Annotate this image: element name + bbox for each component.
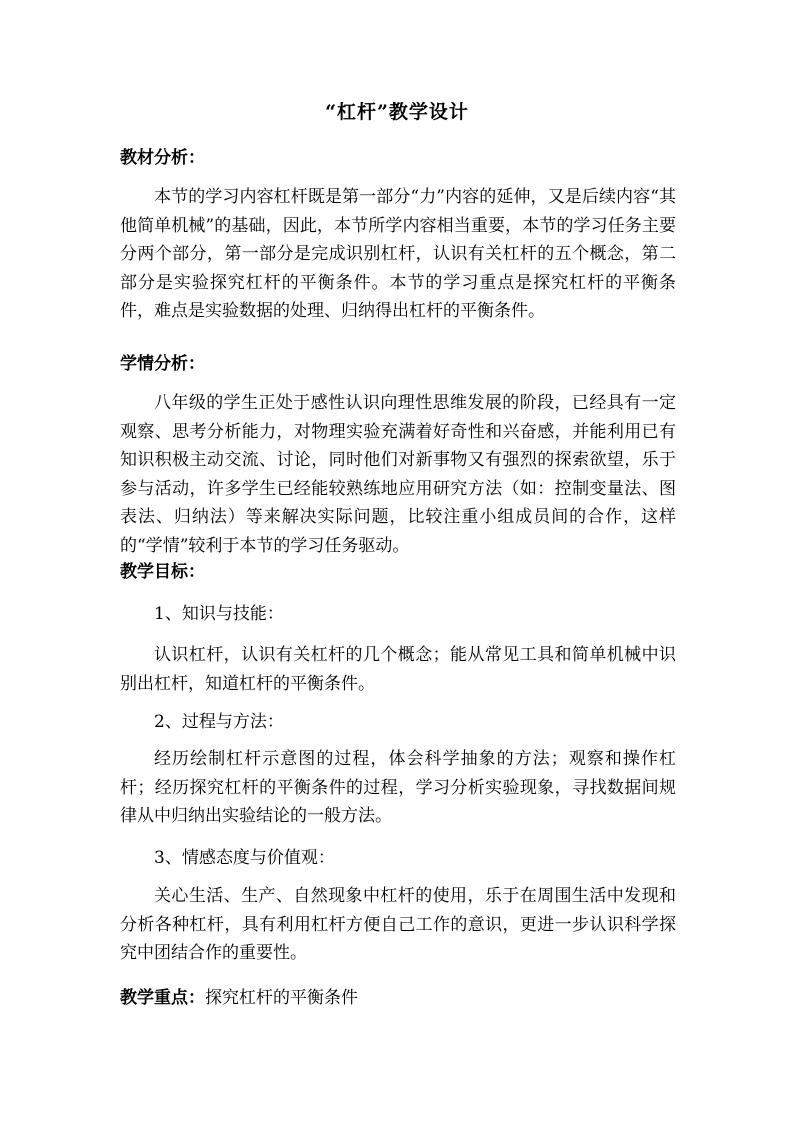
heading-textbook-analysis: 教材分析： [120, 148, 205, 168]
goal-3-label: 3、情感态度与价值观： [154, 848, 335, 868]
goal-2-label: 2、过程与方法： [154, 712, 284, 732]
goal-3-body: 关心生活、生产、自然现象中杠杆的使用，乐于在周围生活中发现和分析各种杠杆，具有利用杠杆方便自己工作的意识，更进一步认识科学探究中团结合作的重要性。 [120, 886, 676, 963]
goal-1-label: 1、知识与技能： [154, 604, 284, 624]
heading-student-analysis: 学情分析： [120, 354, 205, 374]
goal-2-body: 经历绘制杠杆示意图的过程，体会科学抽象的方法；观察和操作杠杆；经历探究杠杆的平衡条件的过程，学习分析实验现象，寻找数据间规律从中归纳出实验结论的一般方法。 [120, 749, 676, 826]
key-point-label: 教学重点： [120, 988, 205, 1008]
key-point-value: 探究杠杆的平衡条件 [205, 988, 358, 1008]
paragraph-student-analysis: 八年级的学生正处于感性认识向理性思维发展的阶段，已经具有一定观察、思考分析能力，对物理实验充满着好奇性和兴奋感，并能利用已有知识积极主动交流、讨论，同时他们对新事物又有强烈的探索欲望，乐于参与活动，许多学生已经能较熟练地应用研究方法（如：控制变量法、图表法、归纳法）等来解决实际问题，比较注重小组成员间的合作，这样的“学情”较利于本节的学习任务驱动。 [120, 393, 676, 556]
goal-1-body: 认识杠杆，认识有关杠杆的几个概念；能从常见工具和简单机械中识别出杠杆，知道杠杆的平衡条件。 [120, 645, 676, 694]
key-point-line [120, 986, 358, 1010]
paragraph-textbook-analysis: 本节的学习内容杠杆既是第一部分“力”内容的延伸，又是后续内容“其他简单机械”的基础，因此，本节所学内容相当重要，本节的学习任务主要分两个部分，第一部分是完成识别杠杆，认识有关杠杆的五个概念，第二部分是实验探究杠杆的平衡条件。本节的学习重点是探究杠杆的平衡条件，难点是实验数据的处理、归纳得出杠杆的平衡条件。 [120, 187, 676, 321]
document-title: “杠杆”教学设计 [325, 101, 469, 123]
heading-teaching-goals: 教学目标： [120, 562, 205, 582]
